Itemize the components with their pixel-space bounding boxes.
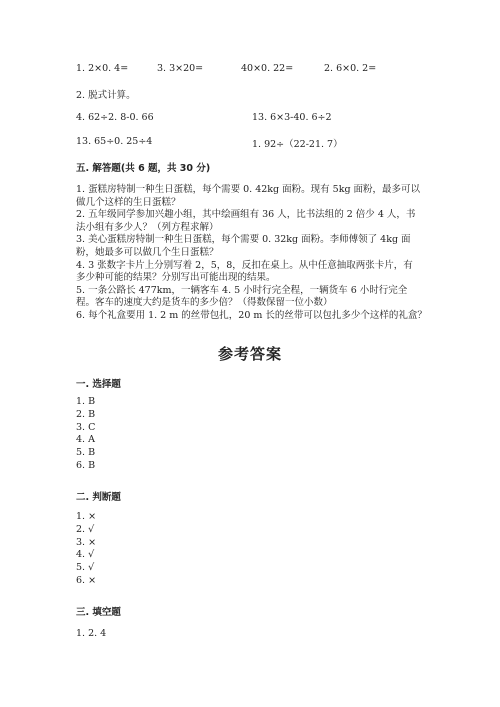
calc-item-4: 2. 6×0. 2= — [324, 63, 377, 74]
problem-line: 2. 五年级同学参加兴趣小组，其中绘画组有 36 人，比书法组的 2 倍少 4 人，书 — [76, 209, 416, 221]
problem-line: 多少种可能的结果？分别写出可能出现的结果。 — [76, 272, 276, 284]
answer-item: 3. × — [76, 536, 97, 548]
problem-line: 4. 3 张数字卡片上分别写着 2，5，8，反扣在桌上。从中任意抽取两张卡片，有 — [76, 259, 413, 271]
section-5-title: 五. 解答题(共 6 题，共 30 分) — [76, 163, 211, 174]
answer-section-1-title: 一. 选择题 — [76, 379, 121, 390]
problem-line: 做几个这样的生日蛋糕？ — [76, 196, 181, 208]
expression-2: 13. 6×3-40. 6÷2 — [252, 112, 332, 123]
answer-item: 4. A — [76, 434, 95, 446]
calc-item-1: 1. 2×0. 4= — [76, 63, 129, 74]
answer-item: 4. √ — [76, 549, 95, 561]
answer-item: 2. B — [76, 408, 96, 420]
problem-line: 程。客车的速度大约是货车的多少倍？（得数保留一位小数） — [76, 297, 333, 309]
calc-item-3: 40×0. 22= — [241, 63, 294, 74]
answer-item: 1. × — [76, 511, 97, 522]
answer-section-3-title: 三. 填空题 — [76, 607, 121, 618]
expression-1: 4. 62÷2. 8-0. 66 — [76, 112, 154, 123]
problem-line: 3. 美心蛋糕房特制一种生日蛋糕，每个需要 0. 32kg 面粉。李师傅领了 4kg 面 — [76, 234, 411, 246]
expression-3: 13. 65÷0. 25÷4 — [76, 136, 153, 147]
problem-line: 6. 每个礼盒要用 1. 2 m 的丝带包扎，20 m 长的丝带可以包扎多少个这样的礼盒？ — [76, 309, 427, 321]
calc-item-2: 3. 3×20= — [157, 63, 204, 74]
answer-item: 2. √ — [76, 523, 95, 535]
answer-item: 6. B — [76, 459, 96, 471]
answer-section-2-list — [76, 511, 96, 588]
problem-line: 5. 一条公路长 477km，一辆客车 4. 5 小时行完全程，一辆货车 6 小时行完全 — [76, 284, 408, 296]
answer-section-2-title: 二. 判断题 — [76, 492, 121, 503]
answer-item: 5. B — [76, 447, 96, 459]
answer-item: 1. 2. 4 — [76, 628, 107, 639]
problem-line: 1. 蛋糕房特制一种生日蛋糕，每个需要 0. 42kg 面粉。现有 5kg 面粉，最多可以 — [76, 184, 421, 195]
subsection-title: 2. 脱式计算。 — [76, 90, 136, 101]
answer-item: 1. B — [76, 396, 96, 407]
problem-line: 粉，她最多可以做几个生日蛋糕？ — [76, 246, 219, 258]
problem-line: 法小组有多少人？（列方程求解） — [76, 221, 219, 233]
expression-4: 1. 92÷（22-21. 7） — [252, 139, 343, 150]
answer-item: 6. × — [76, 574, 97, 586]
answer-item: 5. √ — [76, 562, 95, 574]
answer-section-1-list — [76, 396, 95, 473]
answer-item: 3. C — [76, 421, 96, 433]
problem-list — [76, 184, 427, 323]
answer-title: 参考答案 — [217, 345, 282, 363]
